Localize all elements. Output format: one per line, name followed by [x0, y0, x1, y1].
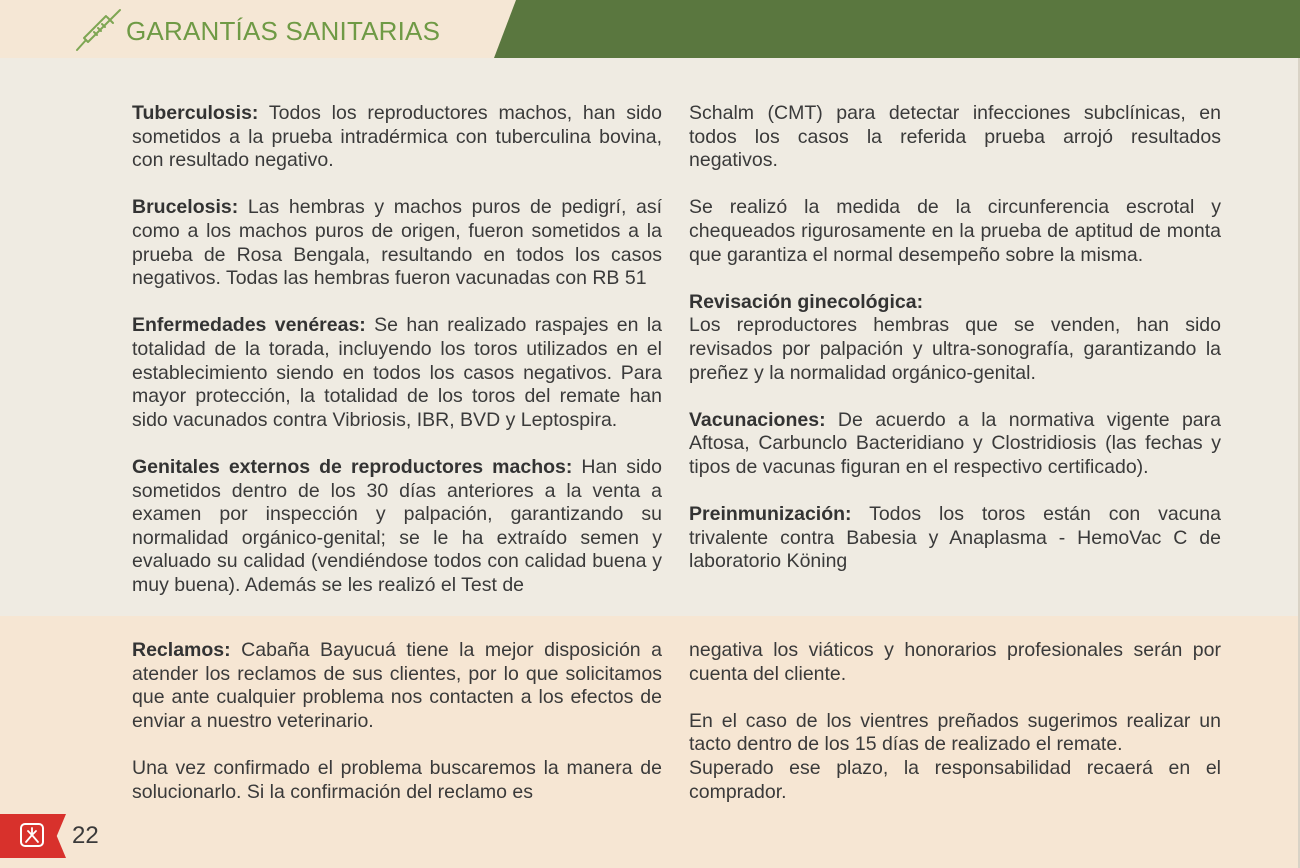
preimmunization-label: Preinmunización:	[689, 503, 852, 526]
column-right-top	[689, 102, 1221, 574]
vaccination-paragraph: Vacunaciones: De acuerdo a la normativa vigente para Aftosa, Carbunclo Bacteridiano y Clostridiosis (las fechas y tipos de vacunas figuran en el respectivo certificado).	[689, 408, 1221, 478]
vaccination-label: Vacunaciones:	[689, 408, 826, 431]
claims-costs-paragraph: negativa los viáticos y honorarios profesionales serán por cuenta del cliente.	[689, 639, 1221, 685]
header-green-band	[494, 0, 1300, 58]
brucelosis-label: Brucelosis:	[132, 196, 239, 219]
brucelosis-paragraph: Brucelosis: Las hembras y machos puros de pedigrí, así como a los machos puros de origen, fueron sometidos a la prueba de Rosa Bengala, resultando en todos los casos negativos. Todas las hembras fueron vacunadas con RB 51	[132, 196, 662, 290]
genitals-label: Genitales externos de reproductores machos:	[132, 455, 573, 478]
preimmunization-paragraph: Preinmunización: Todos los toros están con vacuna trivalente contra Babesia y Anaplasma - HemoVac C de laboratorio Köning	[689, 503, 1221, 573]
column-right-bottom	[689, 639, 1221, 804]
deadline-paragraph: Superado ese plazo, la responsabilidad recaerá en el comprador.	[689, 756, 1221, 803]
brand-logo-icon	[19, 822, 45, 848]
venereal-label: Enfermedades venéreas:	[132, 314, 366, 337]
venereal-paragraph: Enfermedades venéreas: Se han realizado raspajes en la totalidad de la torada, incluyendo los toros utilizados en el establecimiento siendo en todos los casos negativos. Para mayor protección, la totalidad de los toros del remate han sido vacunados contra Vibriosis, IBR, BVD y Leptospira.	[132, 314, 662, 431]
pregnant-paragraph: En el caso de los vientres preñados sugerimos realizar un tacto dentro de los 15 días de realizado el remate.	[689, 709, 1221, 756]
tuberculosis-label: Tuberculosis:	[132, 102, 259, 124]
claims-label: Reclamos:	[132, 639, 231, 661]
gyneco-label: Revisación ginecológica:	[689, 290, 924, 313]
claims-paragraph: Reclamos: Cabaña Bayucuá tiene la mejor disposición a atender los reclamos de sus clientes, por lo que solicitamos que ante cualquier problema nos contacten a los efectos de enviar a nuestro veterinario.	[132, 639, 662, 732]
claims-confirm-paragraph: Una vez confirmado el problema buscaremos la manera de solucionarlo. Si la confirmación del reclamo es	[132, 756, 662, 803]
column-left-bottom	[132, 639, 662, 804]
syringe-icon	[74, 8, 122, 54]
tuberculosis-paragraph: Tuberculosis: Todos los reproductores machos, han sido sometidos a la prueba intradérmica con tuberculina bovina, con resultado negativo.	[132, 102, 662, 172]
page-number: 22	[72, 822, 99, 849]
cmt-paragraph: Schalm (CMT) para detectar infecciones subclínicas, en todos los casos la referida prueba arrojó resultados negativos.	[689, 102, 1221, 172]
scrotal-paragraph: Se realizó la medida de la circunferencia escrotal y chequeados rigurosamente en la prueba de aptitud de monta que garantiza el normal desempeño sobre la misma.	[689, 196, 1221, 266]
column-left-top	[132, 102, 662, 597]
genitals-paragraph: Genitales externos de reproductores machos: Han sido sometidos dentro de los 30 días anteriores a la venta a examen por inspección y palpación, garantizando su normalidad orgánico-genital; se le ha extraído semen y evaluado su calidad (vendiéndose todos con calidad buena y muy buena). Además se les realizó el Test de	[132, 455, 662, 596]
gyneco-paragraph: Revisación ginecológica: Los reproductores hembras que se venden, han sido revisados por palpación y ultra-sonografía, garantizando la preñez y la normalidad orgánico-genital.	[689, 290, 1221, 384]
page-title: GARANTÍAS SANITARIAS	[126, 16, 441, 46]
